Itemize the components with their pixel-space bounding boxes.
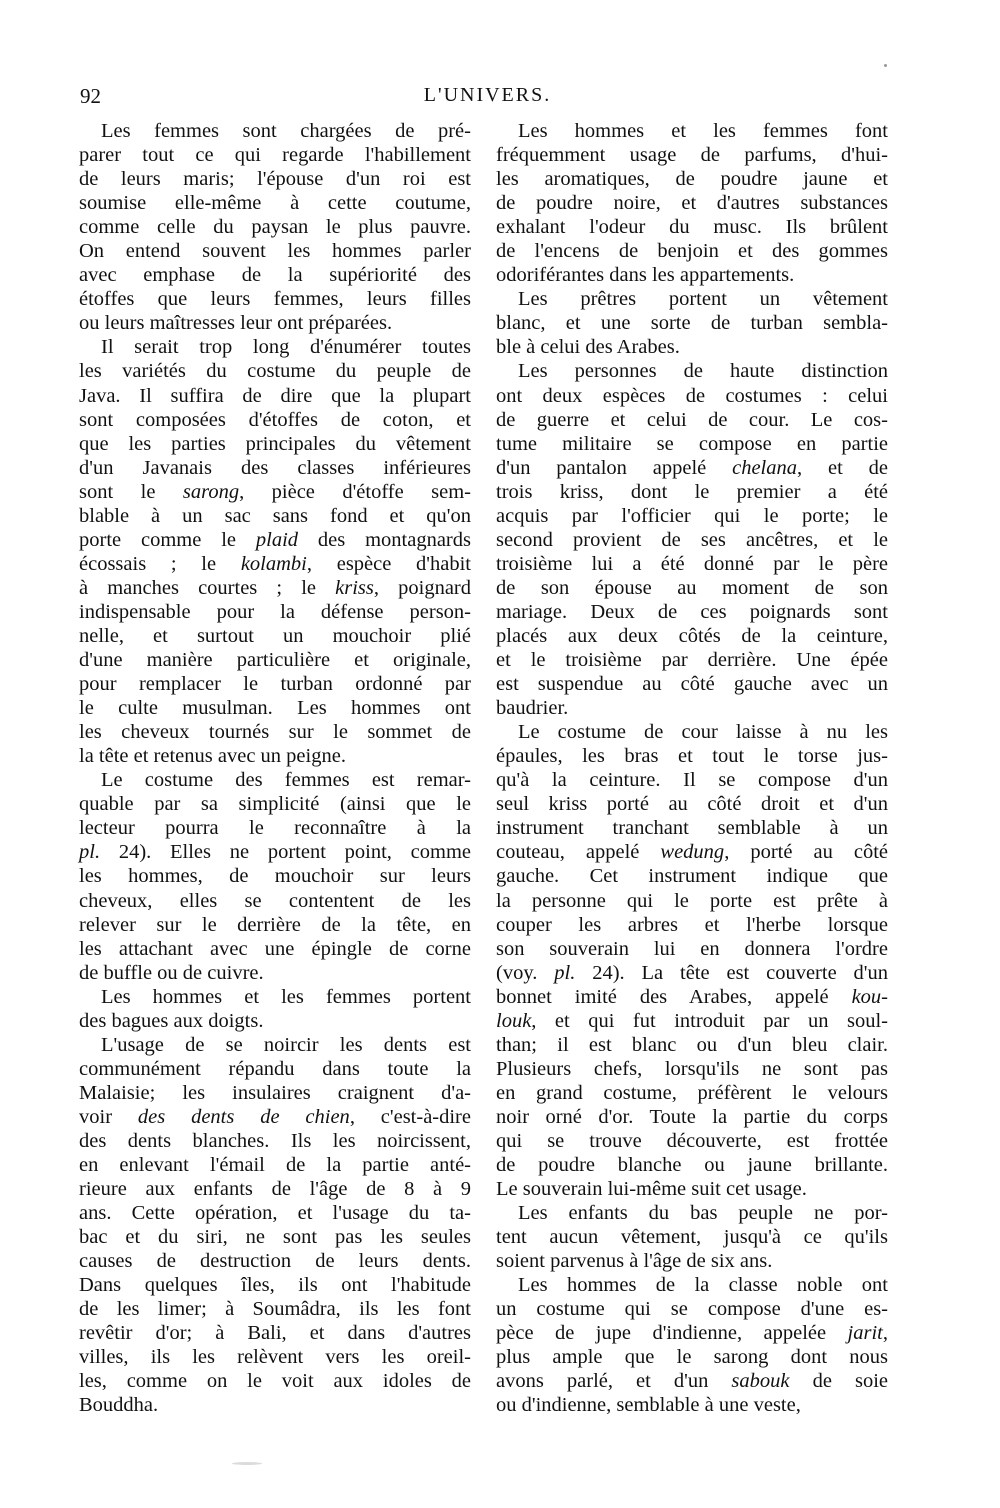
text-line: gauche. Cet instrument indique que	[496, 865, 888, 888]
text-line: troisième lui a été donné par le père	[496, 552, 888, 575]
text-line: noir orné d'or. Toute la partie du corps	[496, 1105, 888, 1128]
text-line: Les personnes de haute distinction	[518, 360, 888, 383]
paragraph	[496, 119, 888, 287]
text-line: des bagues aux doigts.	[79, 1009, 264, 1032]
text-line	[496, 1369, 888, 1393]
text-segment: , porté au côté	[724, 841, 888, 864]
text-line: la tête et retenus avec un peigne.	[79, 745, 346, 768]
paragraph	[496, 1201, 888, 1273]
text-line	[79, 552, 471, 576]
text-line: Le costume de cour laisse à nu les	[518, 721, 888, 744]
text-line: le culte musulman. Les hommes ont	[79, 697, 471, 720]
text-line: Java. Il suffira de dire que la plupart	[79, 384, 471, 407]
paragraph	[79, 985, 471, 1033]
text-line: de buffle ou de cuivre.	[79, 961, 264, 984]
text-line: des dents blanches. Ils les noircissent,	[79, 1129, 471, 1152]
left-column	[79, 119, 471, 1418]
italic-term: jarit	[847, 1322, 883, 1345]
text-line: sont composées d'étoffes de coton, et	[79, 408, 471, 431]
text-line: couper les arbres et l'herbe lorsque	[496, 913, 888, 936]
text-line: Le costume des femmes est remar-	[101, 769, 471, 792]
text-line: d'un Javanais des classes inférieures	[79, 456, 471, 479]
text-segment: , espèce d'habit	[306, 552, 471, 575]
text-line	[496, 456, 888, 480]
paragraph	[79, 768, 471, 984]
text-line	[496, 1321, 888, 1345]
text-line: than; il est blanc ou d'un bleu clair.	[496, 1033, 888, 1056]
text-line: la personne qui le porte est prête à	[496, 889, 888, 912]
text-line: de l'encens de benjoin et des gommes	[496, 240, 888, 263]
text-line: L'usage de se noircir les dents est	[101, 1033, 471, 1056]
paragraph	[496, 1273, 888, 1417]
text-line: Plusieurs chefs, lorsqu'ils ne sont pas	[496, 1057, 888, 1080]
paragraph	[79, 1033, 471, 1418]
text-line: Bouddha.	[79, 1394, 159, 1417]
text-line: un costume qui se compose d'une es-	[496, 1298, 888, 1321]
italic-term: kolambi	[240, 552, 307, 575]
text-line	[496, 1009, 888, 1033]
text-segment: pèce de jupe d'indienne, appelée	[496, 1322, 848, 1345]
text-line: Les hommes et les femmes portent	[101, 985, 471, 1008]
text-line: Les prêtres portent un vêtement	[518, 288, 888, 311]
text-segment: sont le	[79, 480, 183, 503]
text-line: Malaisie; les insulaires craignent d'a-	[79, 1081, 471, 1104]
italic-term: plaid	[255, 528, 299, 551]
text-line: Il serait trop long d'énumérer toutes	[101, 336, 471, 359]
text-line: tent aucun vêtement, jusqu'à ce qu'ils	[496, 1226, 888, 1249]
text-line: ou d'indienne, semblable à une veste,	[496, 1394, 801, 1417]
text-line: étoffes que leurs femmes, leurs filles	[79, 288, 471, 311]
text-line: les attachant avec une épingle de corne	[79, 937, 471, 960]
text-line: placés aux deux côtés de la ceinture,	[496, 624, 888, 647]
text-line: blanc, et une sorte de turban sembla-	[496, 312, 888, 335]
text-line: comme celle du paysan le plus pauvre.	[79, 216, 471, 239]
text-line: bac et du siri, ne sont pas les seules	[79, 1226, 471, 1249]
text-line: les variétés du costume du peuple de	[79, 360, 471, 383]
text-line: d'une manière particulière et originale,	[79, 649, 471, 672]
running-title: L'UNIVERS.	[423, 84, 552, 106]
scan-speck	[884, 64, 887, 67]
italic-term: louk	[496, 1009, 532, 1032]
text-line: indispensable pour la défense person-	[79, 600, 471, 623]
text-line: ans. Cette opération, et l'usage du ta-	[79, 1202, 471, 1225]
text-line: en grand costume, préfèrent le velours	[496, 1081, 888, 1104]
text-line: ble à celui des Arabes.	[496, 336, 680, 359]
text-line: baudrier.	[496, 697, 569, 720]
paragraph	[496, 287, 888, 359]
text-line: lecteur pourra le reconnaître à la	[79, 817, 471, 840]
text-segment: écossais ; le	[79, 552, 241, 575]
text-line: plus ample que le sarong dont nous	[496, 1346, 888, 1369]
text-segment: , et qui fut introduit par un soul-	[531, 1009, 888, 1032]
text-line: pour remplacer le turban ordonné par	[79, 673, 471, 696]
text-line: les cheveux tournés sur le sommet de	[79, 721, 471, 744]
right-column	[496, 119, 888, 1418]
text-line	[79, 1105, 471, 1129]
text-line: les aromatiques, de poudre jaune et	[496, 168, 888, 191]
text-line: est suspendue au côté gauche avec un	[496, 673, 888, 696]
text-line	[79, 840, 471, 864]
text-line: de leurs maris; l'épouse d'un roi est	[79, 168, 471, 191]
text-line: communément répandu dans toute la	[79, 1057, 471, 1080]
text-line: rieure aux enfants de l'âge de 8 à 9	[79, 1178, 471, 1201]
text-line: Les enfants du bas peuple ne por-	[518, 1202, 888, 1225]
text-line: de les limer; à Soumâdra, ils les font	[79, 1298, 471, 1321]
text-segment: , pièce d'étoffe sem-	[239, 480, 472, 503]
text-line: de poudre noire, et d'autres substances	[496, 192, 888, 215]
text-line: et le troisième par derrière. Une épée	[496, 649, 888, 672]
text-line: Les hommes de la classe noble ont	[518, 1274, 888, 1297]
text-line: ou leurs maîtresses leur ont préparées.	[79, 312, 393, 335]
paragraph	[79, 335, 471, 768]
text-segment: 24). Elles ne portent point, comme	[100, 841, 471, 864]
text-line: mariage. Deux de ces poignards sont	[496, 600, 888, 623]
text-line: tume militaire se compose en partie	[496, 432, 888, 455]
text-segment: de soie	[789, 1370, 888, 1393]
text-line: trois kriss, dont le premier a été	[496, 480, 888, 503]
italic-term: pl.	[79, 841, 101, 864]
text-segment: , poignard	[373, 576, 471, 599]
text-segment: , c'est-à-dire	[349, 1105, 471, 1128]
text-line: Dans quelques îles, ils ont l'habitude	[79, 1274, 471, 1297]
text-line: soumise elle-même à cette coutume,	[79, 192, 471, 215]
text-line: épaules, les bras et tout le torse jus-	[496, 745, 888, 768]
text-line: nelle, et surtout un mouchoir plié	[79, 624, 471, 647]
text-segment: 24). La tête est couverte d'un	[575, 961, 888, 984]
text-segment: des montagnards	[298, 528, 471, 551]
italic-term: sarong	[182, 480, 240, 503]
text-line: qu'à la ceinture. Il se compose d'un	[496, 769, 888, 792]
paragraph	[79, 119, 471, 335]
text-segment: porte comme le	[79, 528, 256, 551]
text-line: causes de destruction de leurs dents.	[79, 1250, 471, 1273]
page-number: 92	[80, 84, 101, 108]
text-line: ont deux espèces de costumes : celui	[496, 384, 888, 407]
text-line: second provient de ses ancêtres, et le	[496, 528, 888, 551]
italic-term: sabouk	[731, 1370, 790, 1393]
text-line: blable à un sac sans fond et qu'on	[79, 504, 471, 527]
italic-term: kou-	[851, 985, 888, 1008]
text-line: Le souverain lui-même suit cet usage.	[496, 1178, 807, 1201]
text-line: On entend souvent les hommes parler	[79, 240, 471, 263]
text-line: de poudre blanche ou jaune brillante.	[496, 1154, 888, 1177]
text-line: de guerre et celui de cour. Le cos-	[496, 408, 888, 431]
text-line: en enlevant l'émail de la partie anté-	[79, 1154, 471, 1177]
text-line	[79, 528, 471, 552]
text-line	[496, 961, 888, 985]
scan-speck	[232, 1462, 262, 1465]
text-line: avec emphase de la supériorité des	[79, 264, 471, 287]
text-line: acquis par l'officier qui le porte; le	[496, 504, 888, 527]
italic-term: wedung	[660, 841, 725, 864]
text-line: odoriférantes dans les appartements.	[496, 264, 795, 287]
text-line	[79, 480, 471, 504]
italic-term: pl.	[554, 961, 576, 984]
text-line: villes, ils les relèvent vers les oreil-	[79, 1346, 471, 1369]
text-line: les hommes, de mouchoir sur leurs	[79, 865, 471, 888]
text-line: de son épouse au moment de son	[496, 576, 888, 599]
text-segment: voir	[79, 1105, 138, 1128]
text-line: instrument tranchant semblable à un	[496, 817, 888, 840]
text-line: que les parties principales du vêtement	[79, 432, 471, 455]
text-line: fréquemment usage de parfums, d'hui-	[496, 144, 888, 167]
italic-term: des dents de chien	[137, 1105, 350, 1128]
text-line	[496, 985, 888, 1009]
text-segment: ,	[882, 1322, 888, 1345]
text-line: revêtir d'or; à Bali, et dans d'autres	[79, 1322, 471, 1345]
text-line: son souverain lui en donnera l'ordre	[496, 937, 888, 960]
text-line: seul kriss porté au côté droit et d'un	[496, 793, 888, 816]
italic-term: kriss	[335, 576, 374, 599]
text-segment: bonnet imité des Arabes, appelé	[496, 985, 852, 1008]
text-segment: à manches courtes ; le	[79, 576, 336, 599]
text-line: relever sur le derrière de la tête, en	[79, 913, 471, 936]
text-line: cheveux, elles se contentent de les	[79, 889, 471, 912]
text-segment: (voy.	[496, 961, 555, 984]
text-segment: avons parlé, et d'un	[496, 1370, 732, 1393]
text-line: qui se trouve découverte, est frottée	[496, 1129, 888, 1152]
text-line: soient parvenus à l'âge de six ans.	[496, 1250, 773, 1273]
paragraph	[496, 359, 888, 720]
text-line	[79, 576, 471, 600]
text-line	[496, 840, 888, 864]
text-line: exhalant l'odeur du musc. Ils brûlent	[496, 216, 888, 239]
text-line: parer tout ce qui regarde l'habillement	[79, 144, 471, 167]
italic-term: chelana	[732, 456, 797, 479]
text-segment: d'un pantalon appelé	[496, 456, 733, 479]
text-line: Les femmes sont chargées de pré-	[101, 120, 471, 142]
text-line: les, comme on le voit aux idoles de	[79, 1370, 471, 1393]
text-segment: couteau, appelé	[496, 841, 661, 864]
text-line: Les hommes et les femmes font	[518, 120, 888, 142]
paragraph	[496, 720, 888, 1201]
text-segment: , et de	[797, 456, 888, 479]
text-line: quable par sa simplicité (ainsi que le	[79, 793, 471, 816]
